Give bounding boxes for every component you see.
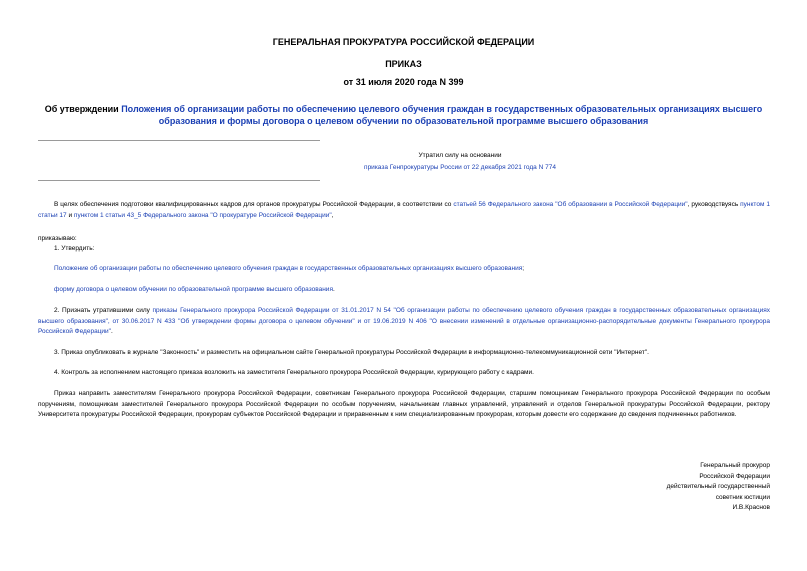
preamble-text-a: В целях обеспечения подготовки квалифицированных кадров для органов прокуратуры Российской Федерации, в соответствии со bbox=[54, 201, 454, 208]
status-divider-bottom bbox=[38, 180, 320, 181]
item-2-end: . bbox=[111, 328, 113, 335]
item-1b-end: . bbox=[332, 286, 335, 293]
signature-name: И.В.Краснов bbox=[732, 504, 770, 511]
item-1: 1. Утвердить: bbox=[54, 245, 95, 252]
item-1a bbox=[38, 264, 770, 275]
status-divider-top bbox=[38, 140, 320, 141]
distribution-paragraph: Приказ направить заместителям Генерального прокурора Российской Федерации, советникам Генерального прокурора Российской Федерации, старшим помощникам Генерального прокурора Российской Федерации по особым поручениям, помощникам заместителей Генерального прокурора Российской Федерации по особым поручениям, начальникам главных управлений, управлений и отделов Генеральной прокуратуры Российской Федерации, ректору Университета прокуратуры Российской Федерации, прокурорам субъектов Российской Федерации и приравненным к ним специализированным прокурорам, которым довести его содержание до сведения подчиненных работников. bbox=[38, 390, 770, 418]
signature-line-4: советник юстиции bbox=[715, 493, 770, 501]
contract-form-link[interactable]: форму договора о целевом обучении по образовательной программе высшего образования bbox=[54, 286, 333, 293]
repeal-order-link[interactable]: приказа Генпрокуратуры России от 22 декабря 2021 года N 774 bbox=[364, 164, 556, 171]
orders-word: приказываю: bbox=[38, 235, 77, 242]
doc-date-number: от 31 июля 2020 года N 399 bbox=[343, 77, 464, 87]
item-1b bbox=[38, 285, 770, 296]
preamble-text-d: , bbox=[331, 211, 334, 219]
education-law-link[interactable]: статьей 56 Федерального закона "Об образовании в Российской Федерации" bbox=[453, 201, 688, 208]
status-text: Утратил силу на основании bbox=[418, 152, 502, 159]
preamble-text-c: и bbox=[66, 211, 74, 219]
status-link-wrap bbox=[260, 162, 660, 173]
item-2-text: 2. Признать утратившими силу bbox=[54, 307, 153, 314]
preamble-text-b: , руководствуясь bbox=[687, 201, 741, 208]
doc-type: ПРИКАЗ bbox=[385, 59, 422, 69]
regulation-link[interactable]: Положение об организации работы по обеспечению целевого обучения граждан в государственных образовательных организациях высшего образования bbox=[54, 265, 523, 272]
item-3: 3. Приказ опубликовать в журнале "Законность" и разместить на официальном сайте Генеральной прокуратуры Российской Федерации в информационно-телекоммуникационной сети "Интернет". bbox=[54, 349, 649, 356]
doc-title bbox=[40, 103, 767, 127]
art17-link[interactable]: пунктом 1 статьи 17 bbox=[38, 201, 770, 219]
signature-line-2: Российской Федерации bbox=[699, 472, 770, 480]
prosecutor-law-link[interactable]: пунктом 1 статьи 43_5 Федерального закона "О прокуратуре Российской Федерации" bbox=[73, 211, 332, 219]
org-name: ГЕНЕРАЛЬНАЯ ПРОКУРАТУРА РОССИЙСКОЙ ФЕДЕРАЦИИ bbox=[272, 37, 535, 47]
doc-title-prefix: Об утверждении bbox=[44, 104, 122, 114]
signature-line-1: Генеральный прокурор bbox=[700, 462, 770, 469]
signature-block bbox=[570, 461, 770, 514]
item-2 bbox=[38, 306, 770, 338]
preamble-paragraph bbox=[38, 200, 770, 221]
signature-line-3: действительный государственный bbox=[666, 483, 770, 490]
repealed-orders-link[interactable]: приказы Генерального прокурора Российской Федерации от 31.01.2017 N 54 "Об организации работы по обеспечению целевого обучения граждан в государственных образовательных организациях высшего образования", от 30.06.2017 N 433 "Об утверждении формы договора о целевом обучении" и от 19.06.2019 N 406 "О внесении изменений в отдельные организационно-распорядительные документы Генерального прокурора Российской Федерации" bbox=[38, 307, 770, 335]
doc-title-link[interactable]: Положения об организации работы по обеспечению целевого обучения граждан в государственных образовательных организациях высшего образования и формы договора о целевом обучении по образовательной программе высшего образования bbox=[121, 104, 763, 126]
item-1a-end: ; bbox=[522, 265, 525, 272]
item-4: 4. Контроль за исполнением настоящего приказа возложить на заместителя Генерального прокурора Российской Федерации, курирующего работу с кадрами. bbox=[54, 369, 534, 376]
